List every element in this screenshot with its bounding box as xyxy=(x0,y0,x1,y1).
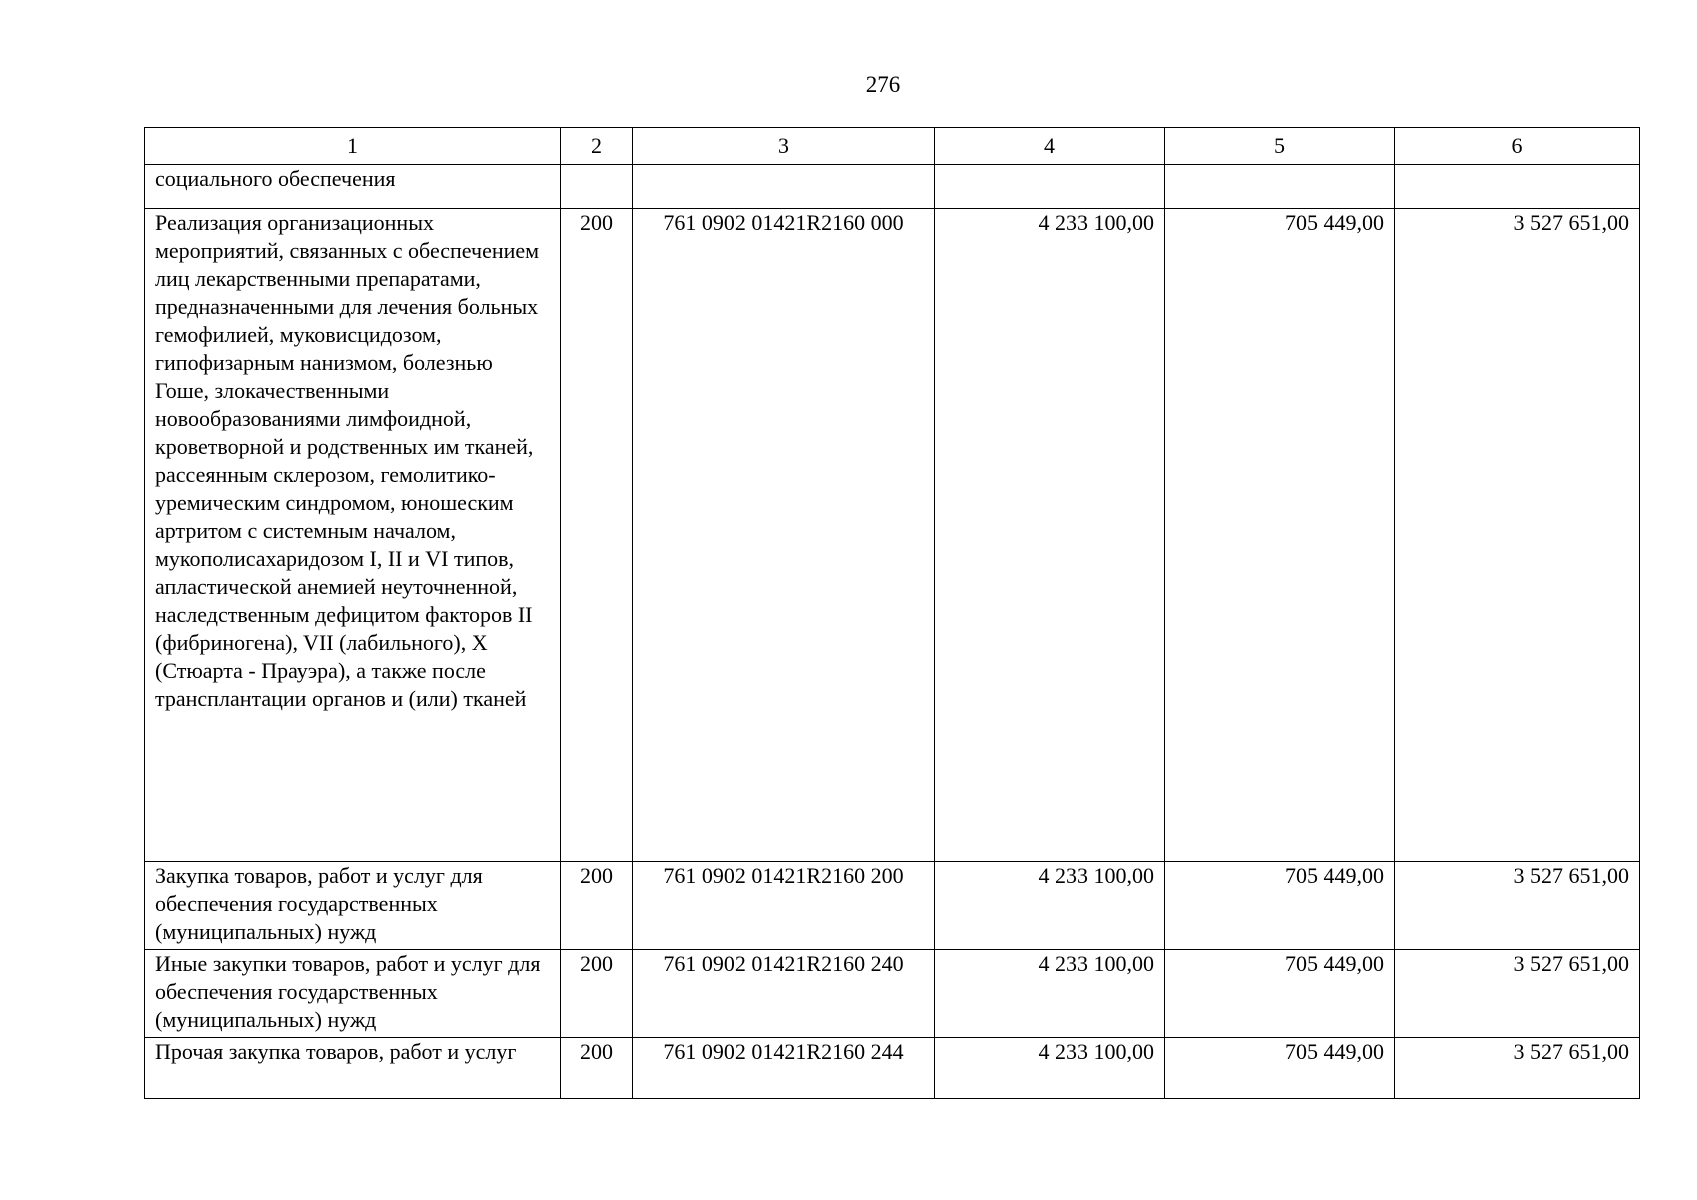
row-plan: 4 233 100,00 xyxy=(935,862,1165,950)
header-col-5: 5 xyxy=(1165,128,1395,165)
header-col-3: 3 xyxy=(633,128,935,165)
table-row xyxy=(145,862,1640,950)
row-plan: 4 233 100,00 xyxy=(935,1038,1165,1099)
row-plan: 4 233 100,00 xyxy=(935,950,1165,1038)
row-col2: 200 xyxy=(561,1038,633,1099)
header-col-6: 6 xyxy=(1395,128,1640,165)
row-plan xyxy=(935,165,1165,209)
row-code: 761 0902 01421R2160 000 xyxy=(633,209,935,862)
row-col2 xyxy=(561,165,633,209)
row-rest: 3 527 651,00 xyxy=(1395,950,1640,1038)
row-name: Иные закупки товаров, работ и услуг для обеспечения государственных (муниципальных) нужд xyxy=(145,950,561,1038)
header-col-4: 4 xyxy=(935,128,1165,165)
row-code: 761 0902 01421R2160 244 xyxy=(633,1038,935,1099)
row-col2: 200 xyxy=(561,950,633,1038)
row-rest: 3 527 651,00 xyxy=(1395,1038,1640,1099)
row-rest xyxy=(1395,165,1640,209)
table-row xyxy=(145,209,1640,862)
row-exec xyxy=(1165,165,1395,209)
row-exec: 705 449,00 xyxy=(1165,950,1395,1038)
row-name: социального обеспечения xyxy=(145,165,561,209)
table-row xyxy=(145,950,1640,1038)
row-code: 761 0902 01421R2160 240 xyxy=(633,950,935,1038)
header-row xyxy=(145,128,1640,165)
table-row xyxy=(145,1038,1640,1099)
row-name: Закупка товаров, работ и услуг для обеспечения государственных (муниципальных) нужд xyxy=(145,862,561,950)
row-name: Реализация организационных мероприятий, связанных с обеспечением лиц лекарственными препаратами, предназначенными для лечения больных гемофилией, муковисцидозом, гипофизарным нанизмом, болезнью Гоше, злокачественными новообразованиями лимфоидной, кроветворной и родственных им тканей, рассеянным склерозом, гемолитико-уремическим синдромом, юношеским артритом с системным началом, мукополисахаридозом I, II и VI типов, апластической анемией неуточненной, наследственным дефицитом факторов II (фибриногена), VII (лабильного), X (Стюарта - Прауэра), а также после трансплантации органов и (или) тканей xyxy=(145,209,561,862)
row-col2: 200 xyxy=(561,862,633,950)
row-exec: 705 449,00 xyxy=(1165,862,1395,950)
row-rest: 3 527 651,00 xyxy=(1395,209,1640,862)
row-exec: 705 449,00 xyxy=(1165,209,1395,862)
table-row xyxy=(145,165,1640,209)
row-code xyxy=(633,165,935,209)
header-col-1: 1 xyxy=(145,128,561,165)
header-col-2: 2 xyxy=(561,128,633,165)
page-number: 276 xyxy=(865,72,901,97)
row-name: Прочая закупка товаров, работ и услуг xyxy=(145,1038,561,1099)
row-exec: 705 449,00 xyxy=(1165,1038,1395,1099)
budget-table xyxy=(144,127,1640,1099)
row-rest: 3 527 651,00 xyxy=(1395,862,1640,950)
row-code: 761 0902 01421R2160 200 xyxy=(633,862,935,950)
row-col2: 200 xyxy=(561,209,633,862)
row-plan: 4 233 100,00 xyxy=(935,209,1165,862)
